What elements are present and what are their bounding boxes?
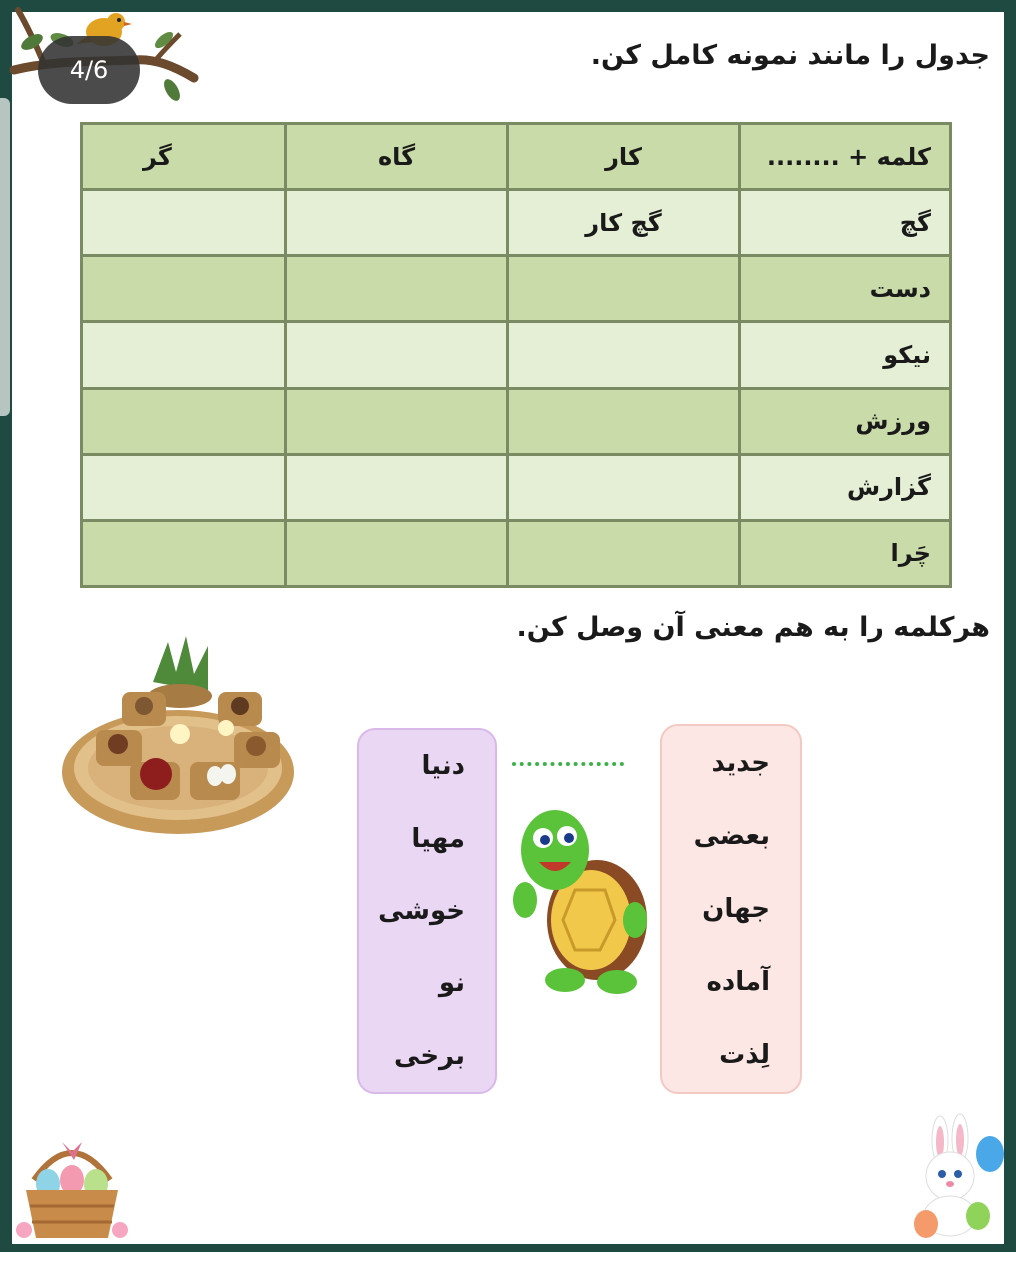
match-word-left[interactable]: نو (438, 968, 465, 999)
table-cell-answer[interactable]: گچ کار (509, 191, 738, 254)
table-row-word: گچ (741, 191, 949, 254)
table-cell-answer[interactable] (83, 522, 284, 585)
page-indicator-badge: 4/6 (38, 36, 140, 104)
match-word-right[interactable]: لِذت (719, 1040, 770, 1071)
table-row-word: دست (741, 257, 949, 320)
table-cell-answer[interactable] (509, 257, 738, 320)
easter-bunny-icon (904, 1112, 1008, 1240)
match-word-right[interactable]: آماده (706, 967, 770, 998)
table-row-word: نیکو (741, 323, 949, 386)
table-cell-answer[interactable] (509, 456, 738, 519)
section2-instruction: هرکلمه را به هم معنی آن وصل کن. (516, 612, 990, 643)
table-cell-answer[interactable] (287, 257, 506, 320)
turtle-icon (505, 800, 655, 1000)
haft-sin-tray-icon (58, 622, 298, 842)
section1-instruction: جدول را مانند نمونه کامل کن. (590, 40, 990, 71)
table-cell-answer[interactable] (287, 522, 506, 585)
table-cell-answer[interactable] (287, 191, 506, 254)
table-cell-answer[interactable] (287, 390, 506, 453)
table-header-cell: گر (83, 125, 284, 188)
table-cell-answer[interactable] (83, 456, 284, 519)
match-word-left[interactable]: مهیا (411, 823, 465, 854)
table-cell-answer[interactable] (509, 323, 738, 386)
table-header-cell: گاه (287, 125, 506, 188)
table-cell-answer[interactable] (287, 456, 506, 519)
match-word-left[interactable]: خوشی (378, 895, 465, 926)
word-table (80, 122, 952, 588)
match-word-left[interactable]: دنیا (421, 751, 465, 782)
table-row-word: ورزش (741, 390, 949, 453)
match-word-right[interactable]: جدید (711, 747, 770, 778)
table-row-word: گزارش (741, 456, 949, 519)
word-column-left (357, 728, 497, 1094)
match-word-right[interactable]: بعضی (693, 820, 770, 851)
table-cell-answer[interactable] (83, 257, 284, 320)
table-cell-answer[interactable] (287, 323, 506, 386)
table-cell-answer[interactable] (83, 323, 284, 386)
word-column-right (660, 724, 802, 1094)
table-cell-answer[interactable] (509, 522, 738, 585)
table-cell-answer[interactable] (509, 390, 738, 453)
match-word-right[interactable]: جهان (702, 893, 770, 924)
example-connector-line (512, 762, 624, 770)
table-header-cell: کلمه + ........ (741, 125, 949, 188)
table-cell-answer[interactable] (83, 191, 284, 254)
table-row-word: چَرا (741, 522, 949, 585)
easter-basket-icon (12, 1130, 132, 1244)
match-word-left[interactable]: برخی (394, 1040, 465, 1071)
table-header-cell: کار (509, 125, 738, 188)
table-cell-answer[interactable] (83, 390, 284, 453)
side-scroll-handle[interactable] (0, 98, 10, 416)
